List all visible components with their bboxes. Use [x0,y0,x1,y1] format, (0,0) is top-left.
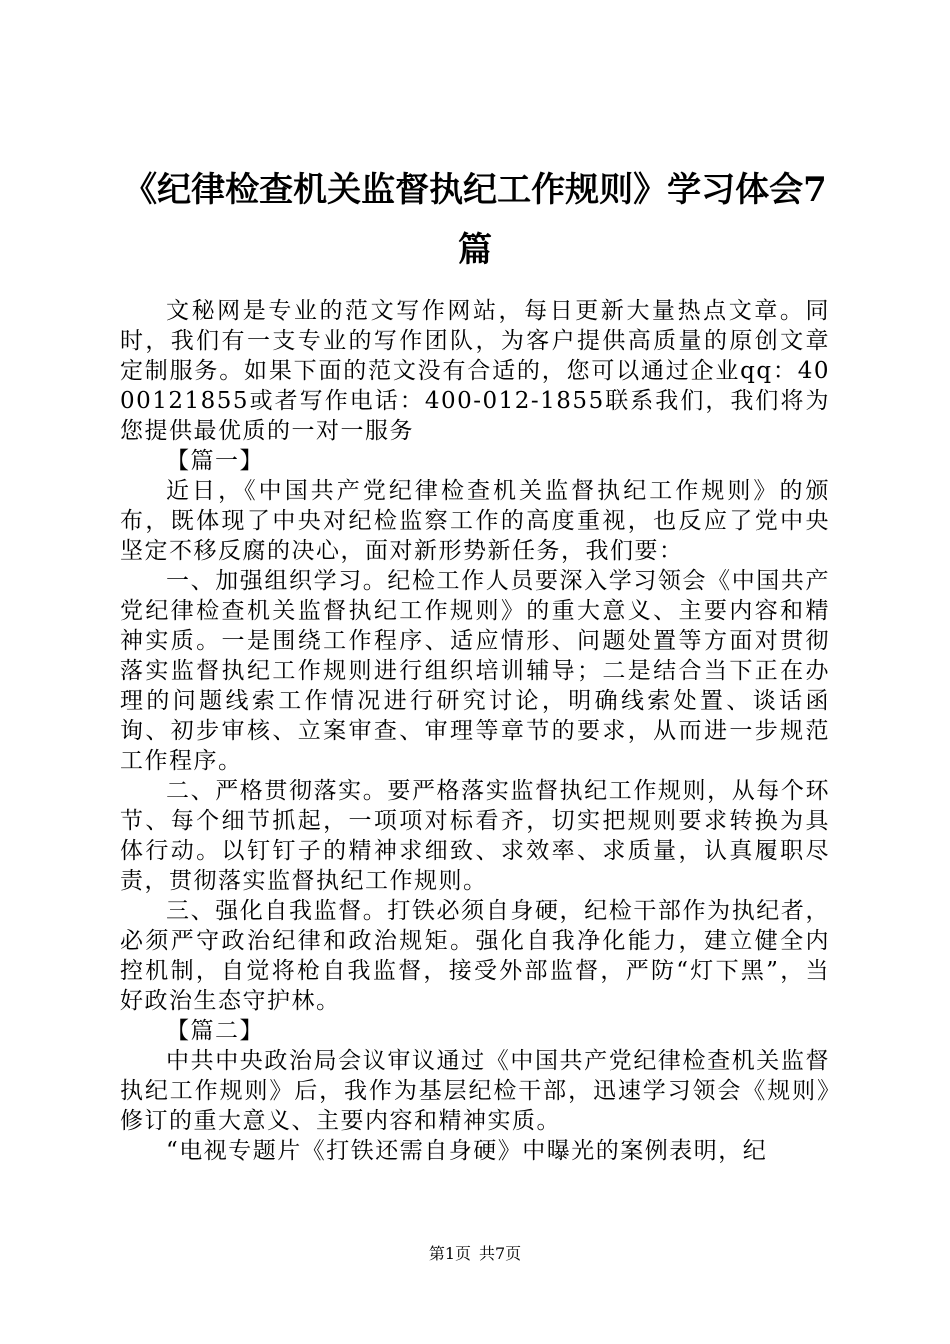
section1-paragraph: 近日，《中国共产党纪律检查机关监督执纪工作规则》的颁布，既体现了中央对纪检监察工作的高度重视，也反应了党中央坚定不移反腐的决心，面对新形势新任务，我们要： [120,478,830,564]
document-title: 《纪律检查机关监督执纪工作规则》学习体会7篇 [123,170,827,270]
section-heading-2: 【篇二】 [166,1018,264,1044]
page-footer [0,1244,950,1264]
section1-paragraph: 二、严格贯彻落实。要严格落实监督执纪工作规则，从每个环节、每个细节抓起，一项项对标看齐，切实把规则要求转换为具体行动。以钉钉子的精神求细致、求效率、求质量，认真履职尽责，贯彻落实监督执纪工作规则。 [120,778,830,894]
section-heading-1: 【篇一】 [166,448,264,474]
section2-paragraph: 中共中央政治局会议审议通过《中国共产党纪律检查机关监督执纪工作规则》后，我作为基层纪检干部，迅速学习领会《规则》修订的重大意义、主要内容和精神实质。 [120,1048,830,1134]
page-number: 第1页 [428,1244,471,1263]
section1-paragraph: 三、强化自我监督。打铁必须自身硬，纪检干部作为执纪者，必须严守政治纪律和政治规矩。强化自我净化能力，建立健全内控机制，自觉将枪自我监督，接受外部监督，严防“灯下黑”，当好政治生态守护林。 [120,898,830,1014]
section2-paragraph: “电视专题片《打铁还需自身硬》中曝光的案例表明，纪 [166,1138,768,1164]
section1-paragraph: 一、加强组织学习。纪检工作人员要深入学习领会《中国共产党纪律检查机关监督执纪工作规则》的重大意义、主要内容和精神实质。一是围绕工作程序、适应情形、问题处置等方面对贯彻落实监督执纪工作规则进行组织培训辅导；二是结合当下正在办理的问题线索工作情况进行研究讨论，明确线索处置、谈话函询、初步审核、立案审查、审理等章节的要求，从而进一步规范工作程序。 [120,568,830,774]
intro-paragraph: 文秘网是专业的范文写作网站，每日更新大量热点文章。同时，我们有一支专业的写作团队，为客户提供高质量的原创文章定制服务。如果下面的范文没有合适的，您可以通过企业qq：4000121855或者写作电话：400-012-1855联系我们，我们将为您提供最优质的一对一服务 [120,298,830,444]
document-body [120,296,830,1166]
page-total: 共7页 [479,1244,522,1263]
